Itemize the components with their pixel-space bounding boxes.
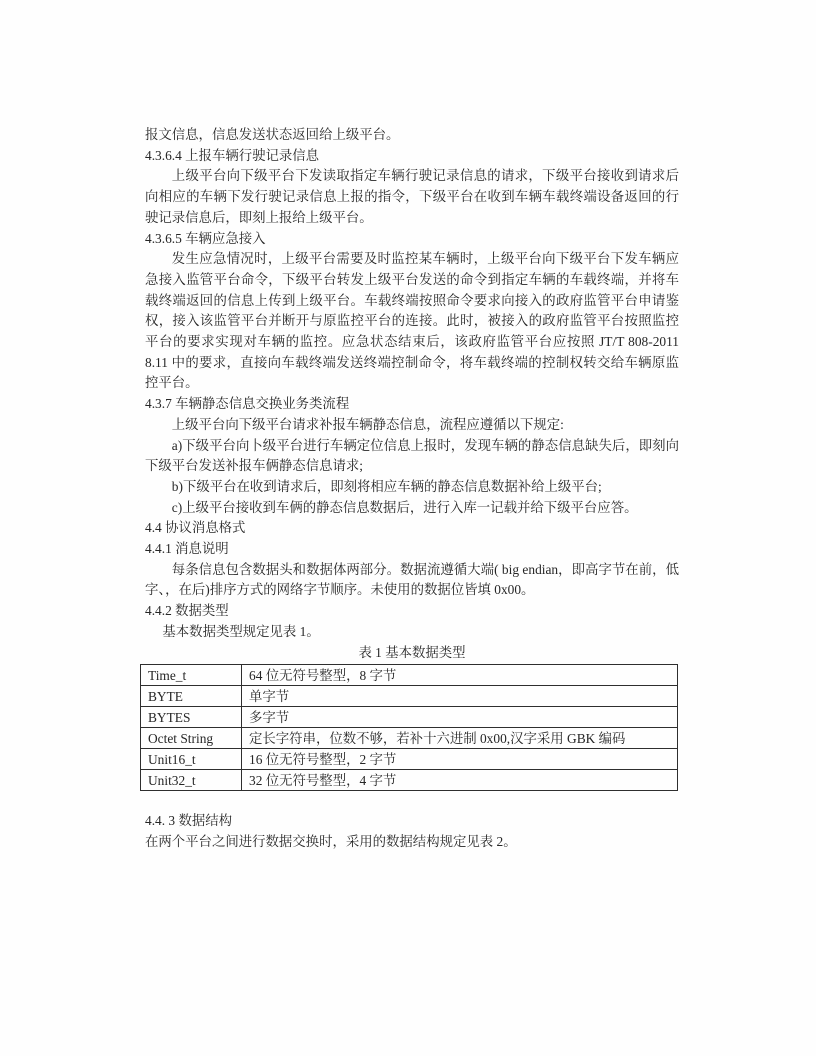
heading-4-3-6-5: 4.3.6.5 车辆应急接入 [145,230,266,246]
paragraph-4-3-6-4: 上级平台向下级平台下发读取指定车辆行驶记录信息的请求，下级平台接收到请求后向相应的车辆下发行驶记录信息上报的指令，下级平台在收到车辆车载终端设备返回的行驶记录信息后，即刻上报给上级平台。 [145,168,679,225]
table-cell-description: 多字节 [242,707,678,728]
paragraph-4-3-7-lead: 上级平台向下级平台请求补报车辆静态信息，流程应遵循以下规定: [171,416,564,432]
table-cell-description: 单字节 [242,686,678,707]
list-item-b: b)下级平台在收到请求后，即刻将相应车辆的静态信息数据补给上级平台; [171,478,602,494]
table-cell-description: 32 位无符号整型，4 字节 [242,770,678,791]
basic-data-types-table [140,664,678,791]
heading-4-4-1: 4.4.1 消息说明 [145,541,229,557]
paragraph-4-4-3: 在两个平台之间进行数据交换时，采用的数据结构规定见表 2。 [145,833,517,849]
list-item-a: a)下级平台向卜级平台进行车辆定位信息上报时，发现车辆的静态信息缺失后，即刻向下级平台发送补报车俩静态信息请求; [145,437,679,474]
heading-4-4: 4.4 协议消息格式 [145,520,246,536]
table-cell-description: 16 位无符号整型，2 字节 [242,749,678,770]
heading-4-3-7: 4.3.7 车辆静态信息交换业务类流程 [145,396,350,412]
table-row [141,707,678,728]
table-cell-type: Octet String [141,728,242,749]
paragraph-4-3-6-5: 发生应急情况时，上级平台需要及时监控某车辆时，上级平台向下级平台下发车辆应急接入监管平台命令，下级平台转发上级平台发送的命令到指定车辆的车载终端，并将车载终端返回的信息上传到上级平台。车载终端按照命令要求向接入的政府监管平台申请鉴权，接入该监管平台并断开与原监控平台的连接。此时，被接入的政府监管平台按照监控平台的要求实现对车辆的监控。应急状态结束后，该政府监管平台应按照 JT/T 808-2011 8.11 中的要求，直接向车载终端发送终端控制命令，将车载终端的控制权转交给车辆原监控平台。 [145,251,679,391]
paragraph-4-4-1: 每条信息包含数据头和数据体两部分。数据流遵循大端( big endian，即高字节在前，低字、，在后)排序方式的网络字节顺序。未使用的数据位皆填 0x00。 [145,561,679,598]
table-row [141,686,678,707]
table-cell-type: BYTES [141,707,242,728]
table-1-caption: 表 1 基本数据类型 [358,644,466,660]
list-item-c: c)上级平台接收到车俩的静态信息数据后，进行入库一记载并给下级平台应答。 [171,499,638,515]
paragraph-intro-tail: 报文信息，信息发送状态返回给上级平台。 [145,127,400,142]
table-cell-type: Time_t [141,665,242,686]
table-row [141,665,678,686]
table-cell-description: 64 位无符号整型，8 字节 [242,665,678,686]
table-cell-type: Unit16_t [141,749,242,770]
paragraph-4-4-2-lead: 基本数据类型规定见表 1。 [162,623,320,639]
table-cell-description: 定长字符串，位数不够，若补十六进制 0x00,汉字采用 GBK 编码 [242,728,678,749]
heading-4-4-3: 4.4. 3 数据结构 [145,813,233,829]
table-row [141,728,678,749]
page-content [145,125,679,853]
table-cell-type: BYTE [141,686,242,707]
table-row [141,749,678,770]
table-row [141,770,678,791]
heading-4-4-2: 4.4.2 数据类型 [145,603,229,619]
table-cell-type: Unit32_t [141,770,242,791]
heading-4-3-6-4: 4.3.6.4 上报车辆行驶记录信息 [145,147,320,163]
